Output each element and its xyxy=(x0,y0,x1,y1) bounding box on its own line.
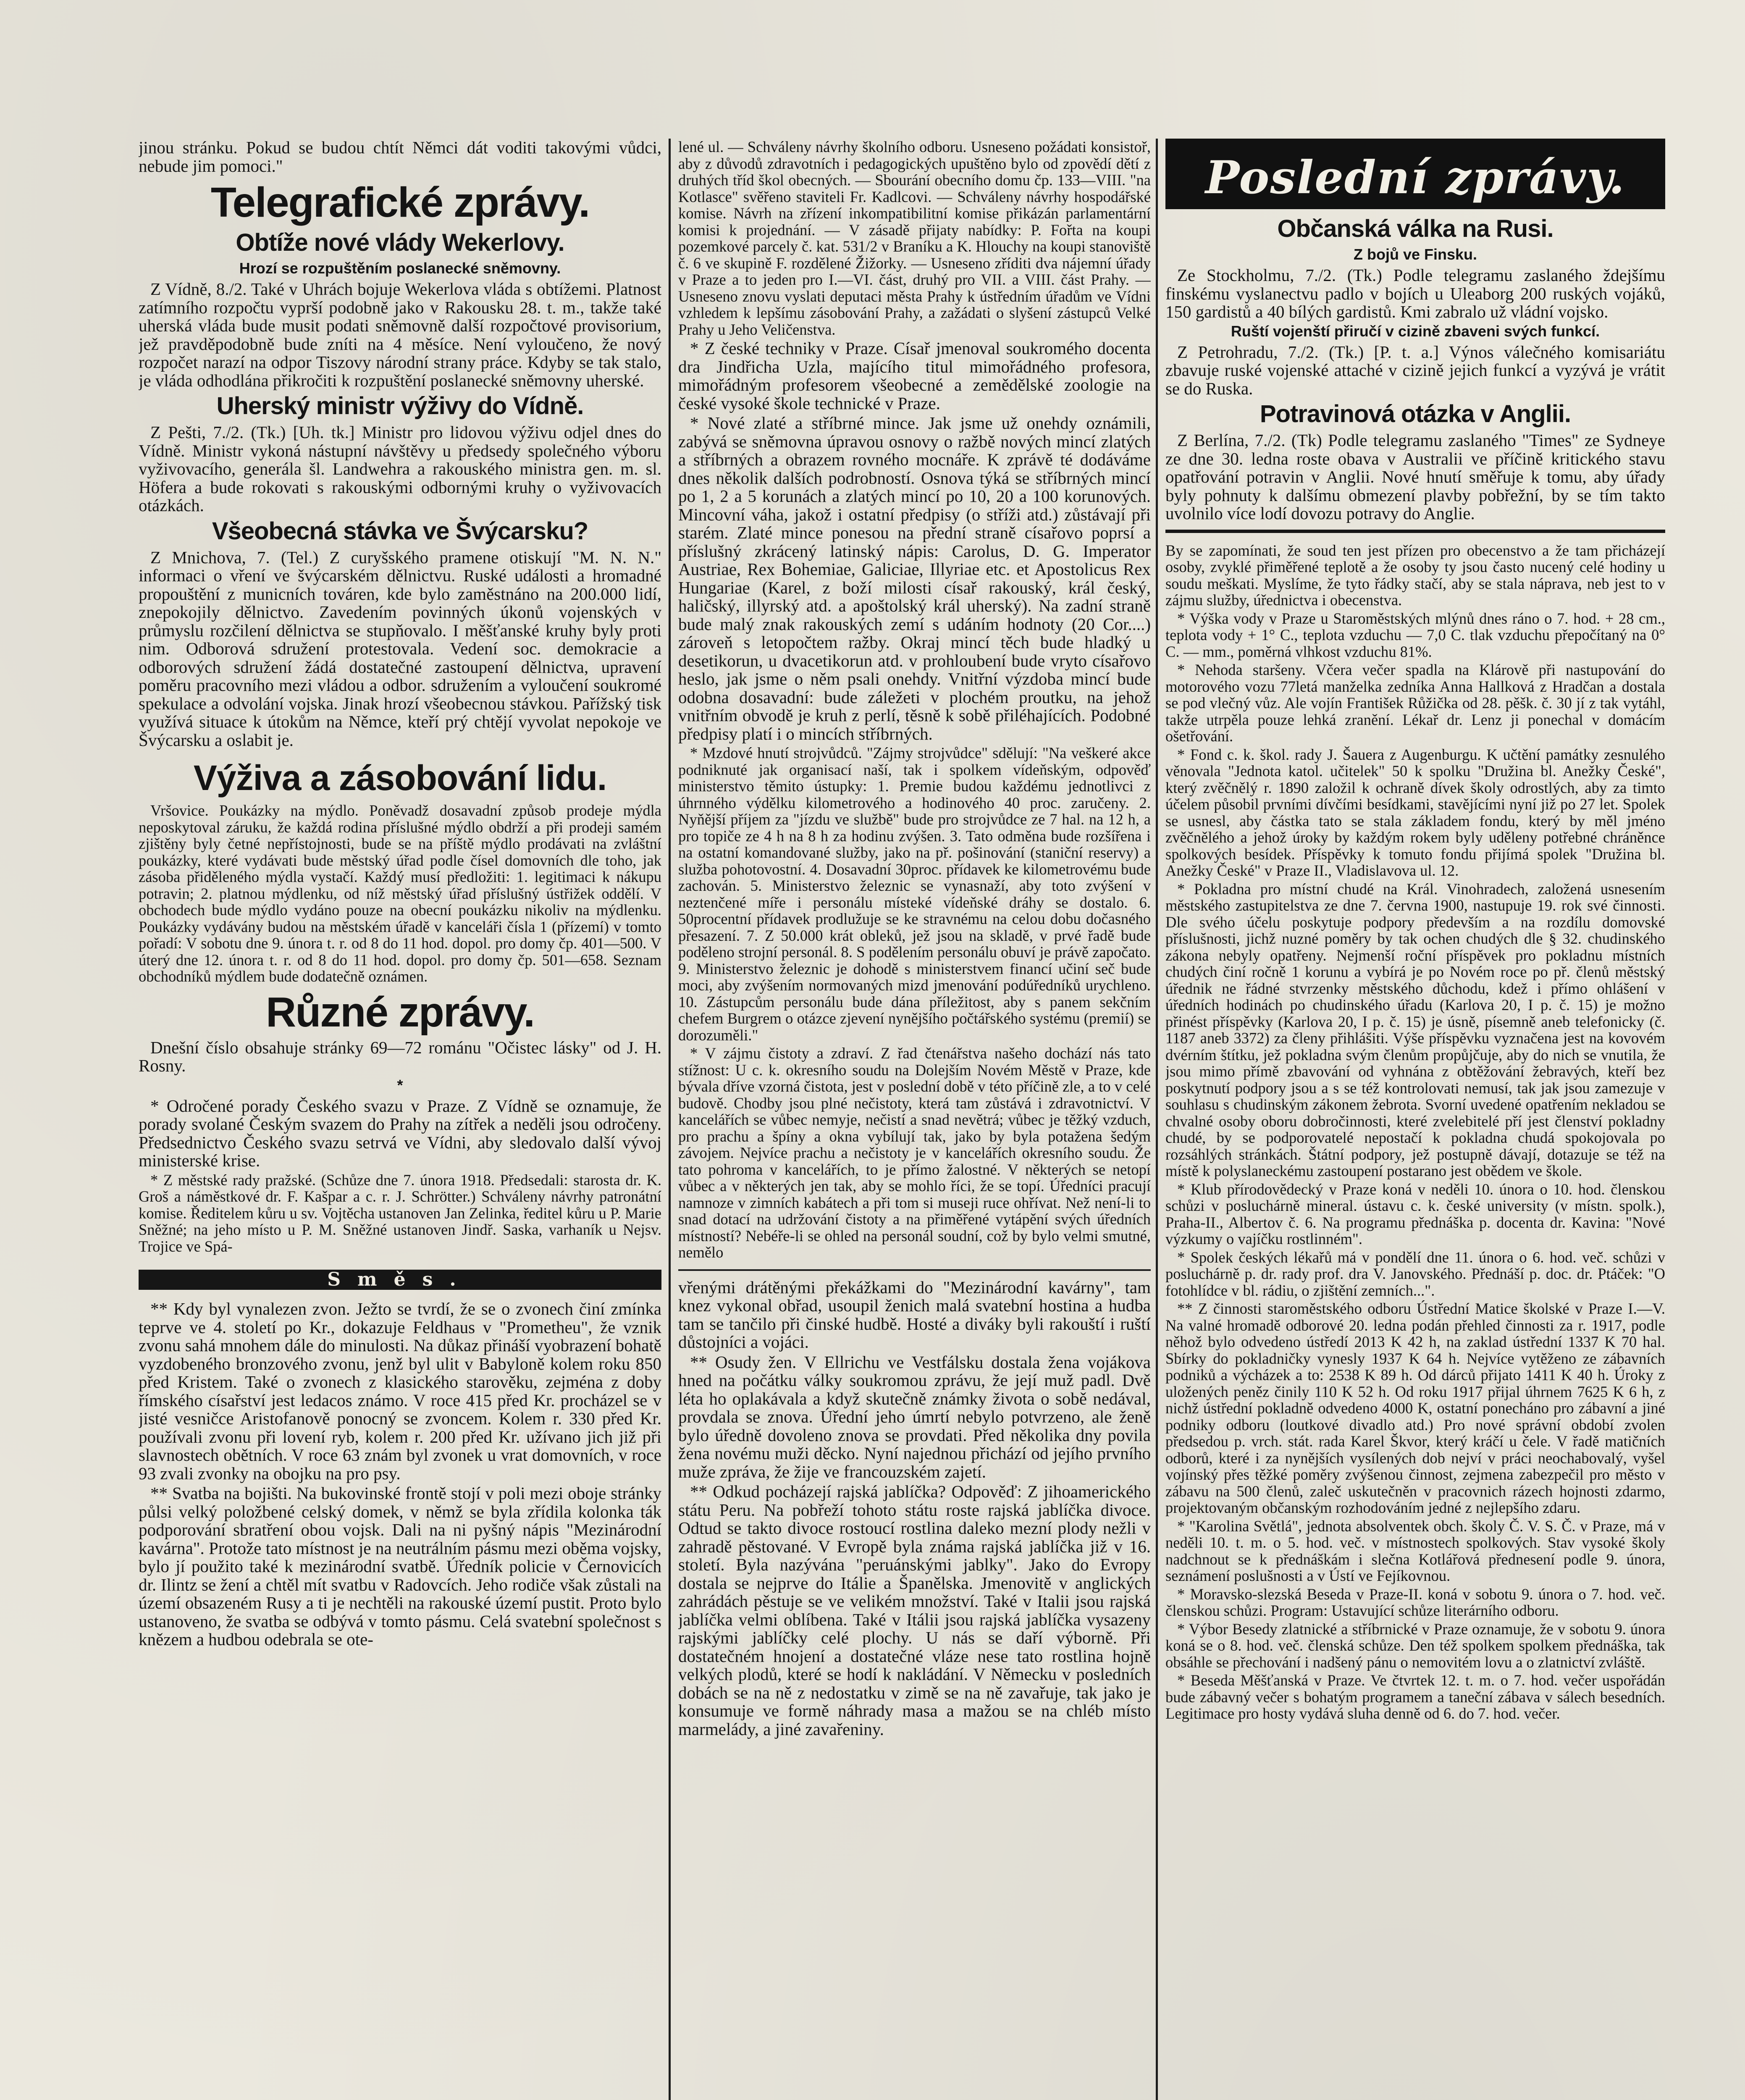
article-novel-pages: Dnešní číslo obsahuje stránky 69—72 románu "Očistec lásky" od J. H. Rosny. xyxy=(139,1037,661,1075)
article-natural-science-club: * Klub přírodovědecký v Praze koná v neděli 10. února o 10. hod. členskou schůzi v posluchárně mineral. ústavu c. k. české university (v místn. spolk.), Praha-II., Albertov č. 6. Na programu přednáška p. docenta dr. Kavina: "Nové výzkumy o vajíčku rostlinném". xyxy=(1165,1180,1665,1247)
article-city-council: * Z městské rady pražské. (Schůze dne 7. února 1918. Předsedali: starosta dr. K. Groš a náměstkové dr. F. Kašpar a c. r. J. Schrötter.) Schváleny návrhy patronátní komise. Ředitelem kůru u sv. Vojtěcha ustanoven Jan Zelinka, ředitel kůru u P. Marie Sněžné; na jeho místo u P. M. Sněžné ustanoven Jindř. Saska, varhaník u Nejsv. Trojice ve Spá- xyxy=(139,1171,661,1255)
article-karolina-svetla: * "Karolina Světlá", jednota absolventek obch. školy Č. V. S. Č. v Praze, má v neděli 10. t. m. o 5. hod. več. v místnostech spolkových. Stav vysoké školy nadchnout se k přednáškám i slečna Kotlářová přednesení podle 9. února, seznámení poslušnosti a v Ústí ve Fejíkovnou. xyxy=(1165,1517,1665,1584)
article-tomatoes: ** Odkud pocházejí rajská jablíčka? Odpověď: Z jihoamerického státu Peru. Na pobřeží tohoto státu roste rajská jablíčka divoce. Odtud se takto divoce rostoucí rostlina daleko mezní plody nežli v zahradě pěstované. V Evropě byla známa rajská jablíčka již v 16. století. Byla nazývána "peruánskými jablky". Jako do Evropy dostala se nejprve do Itálie a Španělska. Jmenovitě v anglických zahrádách pěstuje se ve velikém množství. Také v Italii jsou rajská jablíčka velmi oblíbena. Také v Itálii jsou rajská jablíčka vysazeny rajskými jablíčky celé plochy. U nás se daří výborně. Při dostatečném hnojení a dostatečné vláze nese tato rostlina hojně velkých plodů, které se hodí k nakládání. V Německu v posledních dobách se na ně z nedostatku v zimě se na ně zavařuje, tak jako je konsumuje ve formě náhrady masa a mažou se na chléb místo marmelády, a jiné zavařeniny. xyxy=(678,1482,1151,1739)
section-heading-telegraphic-news: Telegrafické zprávy. xyxy=(210,179,590,226)
column-left xyxy=(139,139,661,2100)
article-school-matice: ** Z činnosti staroměstského odboru Ústřední Matice školské v Praze I.—V. Na valné hromadě odborové 20. ledna podán přehled činnosti za r. 1917, podle něhož bylo odvedeno ústředí 2013 K 42 h, na zaklad ústřední 1337 K 70 hal. Sbírky do pokladničky vynesly 1937 K 64 h. Nejvíce vytěženo ze zábavních podniků a výcházek a to: 2538 K 89 h. Od dárců přijato 1411 K 40 h. Úroky z uložených peněz činily 110 K 52 h. Od roku 1917 přijal úhrnem 7625 K 6 h, z nichž ústřední pokladně odvedeno 4000 K, ostatní ponecháno pro zábavní a jiné podniky odboru (loutkové divadlo atd.) Pro nové správní období zvolen předsedou p. vrch. stát. rada Karel Škvor, který kráčí u čele. V řadě matičních odborů, které i za nynějších vysílených dob nejví v práci neochabovalý, vyšel vojínský přes těžké poměry zvýšenou činnost, zejmena zabezpečil pro město v zábavu na 500 členů, zaleč uskutečněn v pracovnich rázech hojnosti zdarmo, projektovaným občanským rozhodováním jedné z nejlepšího zdaru. xyxy=(1165,1300,1665,1516)
article-goldsmiths: * Výbor Besedy zlatnické a stříbrnické v Praze oznamuje, že v sobotu 9. února koná se o 8. hod. več. členská schůze. Den též spolkem spolkem přednáška, tak obsáhle se přechování i nadšený pánu o nemovitém lovu a o zlatnictví zvláště. xyxy=(1165,1620,1665,1671)
article-wekerle: Z Vídně, 8./2. Také v Uhrách bojuje Wekerlova vláda s obtížemi. Platnost zatímního rozpočtu vyprší podobně jako v Rakousku 28. t. m., takže také uherská vláda bude musit podati sněmovně další rozpočtové provisorium, jež pravděpodobně bude zníti na 4 měsíce. Není vyloučeno, že nový rozpočet narazí na odpor Tiszovy národní strany práce. Kdyby se tak stalo, je vláda odhodlána přikročiti k rozpuštění poslanecké sněmovny uherské. xyxy=(139,279,661,390)
article-new-coins: * Nové zlaté a stříbrné mince. Jak jsme už onehdy oznámili, zabývá se sněmovna úpravou osnovy o ražbě nových mincí zlatých a stříbrných a obrazem rovného mocnáře. K zprávě té dodáváme dnes několik dalších podrobností. Osnova týká se stříbrných mincí po 1, 2 a 5 korunách a zlatých mincí po 10, 20 a 100 korunových. Mincovní váha, jakož i ostatní předpisy (o stříži atd.) zůstávají při starém. Zlaté mince ponesou na přední straně císařovo poprsí a příslušný zkrácený latinský nápis: Carolus, D. G. Imperator Austriae, Rex Bohemiae, Galiciae, Illyriae etc. et Apostolicus Rex Hungariae (Karel, z boží milosti císař rakouský, král český, haličský, illyrský atd. a apoštolský král uherský). Na zadní straně bude malý znak rakouských zemí s udáním hodnoty (20 Cor....) zároveň s letopočtem ražby. Okraj mincí těch bude hladký u desetikorun, u dvacetikorun atd. v prohloubení bude vryto císařovo heslo, jak jsme o něm psali onehdy. Vnitřní výzdoba mincí bude odobna dosavadní: bude záležeti v plochém proutku, na jehož vnitřním obvodě je kruh z perlí, těsně k sobě přiléhajících. Podobné předpisy platí i o mincích stříbrných. xyxy=(678,413,1151,743)
article-minister: Z Pešti, 7./2. (Tk.) [Uh. tk.] Ministr pro lidovou výživu odjel dnes do Vídně. Ministr vykoná nástupní návštěvy u předsedy společného výboru vyživovacího, generála šl. Landwehra a rakouského ministra gen. m. sl. Höfera a bude rokovati s rakouskými odbornými kruhy o vyživovacích otázkách. xyxy=(139,423,661,515)
article-cleanliness-health: * V zájmu čistoty a zdraví. Z řad čtenářstva našeho dochází nás tato stížnost: U c. k. okresního soudu na Dolejším Novém Městě v Praze, kde bývala dříve vzorná čistota, jest v poslední době v této příčině zle, a to v celé budově. Chodby jsou plné nečistoty, která tam zůstává i zdravotnictví. V kancelářích se vůbec nemyje, nečistí a snad nevětrá; vůbec je těžký vzduch, pro prachu a špíny a okna vybílují tak, jako by byla potažena šedým závojem. Nejvíce prachu a nečistoty je v kancelářích okresního soudu. Že tato pohroma v kancelářích, to je přímo žalostné. V některých se netopí vůbec a v některých jen tak, aby se mohlo říci, že se topí. Úředníci pracují namnoze v zimních kabátech a při tom si museji ruce ohřívat. Než není-li to snad dotací na udržování čistoty a na přiměřené vytápění svých úředních místností? Nebéře-li se ohled na personál soudní, což by bylo velmi smutné, nemělo xyxy=(678,1045,1151,1261)
article-fund: * Fond c. k. škol. rady J. Šauera z Augenburgu. K učtění památky zesnulého věnovala "Jednota katol. učitelek" 50 k spolku "Družina bl. Anežky České", který zvěčnělý r. 1890 založil k ochraně dívek školy odrostlých, aby za timto účelem působil prvními dívčími besídkami, stavějícími nyní již po 27 let. Spolek se usnesl, aby částka tato se stala základem fondu, který by měl jméno zvěčnělého a jehož úroky by každým rokem byly uděleny potřebné chráněnce spolkových besídek. Příspěvky k tomuto fondu přijímá spolek "Družina bl. Anežky České" v Praze II., Vladislavova ul. 12. xyxy=(1165,746,1665,879)
headline-russian-civil-war: Občanská válka na Rusi. xyxy=(1277,215,1553,242)
article-food-england: Z Berlína, 7./2. (Tk) Podle telegramu zaslaného "Times" ze Sydneye ze dne 30. ledna roste obava v Australii ve příčině kritického stavu opatřování potravin v Anglii. Nové hnutí směřuje k tomu, aby úřady byly pohnuty k dalšímu obmezení plavby pobřežní, by se tím takto uvolnilo více lodí dovozu potravy do Anglie. xyxy=(1165,430,1665,523)
article-court-continued: By se zapomínati, že soud ten jest přízen pro obecenstvo a že tam přicházejí osoby, zvyklé přiměřené teplotě a že osoby ty jsou často nucený celé hodiny u soudu meškati. Myslíme, že tyto řádky stačí, aby se stala náprava, neb jest to v zájmu služby, úřednictva i obecenstva. xyxy=(1165,541,1665,609)
section-bar-miscellany: Směs. xyxy=(139,1270,661,1290)
article-swiss-strike: Z Mnichova, 7. (Tel.) Z curyšského pramene otiskují "M. N. N." informaci o vření ve švýcarském dělnictvu. Ruské události a hromadné propouštění z municních továren, kde bylo zaměstnáno na 200.000 lidí, znepokojily dělnictvo. Zavedením povinných úkonů vojenských v průmyslu rozčilení dělnictva se stupňovalo. I měšťanské kruhy byly proti nim. Odborová sdružení protestovala. Vedení soc. demokracie a odborových sdružení žádá dostatečné zastoupení dělnictva, upravení poměru pracovního mezi vládou a odbor. sdružením a vyloučení soukromé spekulace a odvolání vojska. Jinak hrozí všeobecnou stávkou. Pařížský tisk využívá situace k útokům na Němce, kteří prý chtějí vyvolat nepokoje ve Švýcarsku a oslabit je. xyxy=(139,547,661,750)
column-rule-left xyxy=(669,139,671,2100)
article-accident: * Nehoda staršeny. Včera večer spadla na Klárově při nastupování do motorového vozu 77letá manželka zedníka Anna Hallková z Hradčan a dostala se pod vlečný vůz. Ale vojín František Růžička od 28. pěšk. č. 30 jí z tak vytáhl, takže utrpěla pouze lehká zranění. Lékař dr. Lenz ji ponechal v domácím ošetřování. xyxy=(1165,661,1665,745)
article-burgher-beseda: * Beseda Měšťanská v Praze. Ve čtvrtek 12. t. m. o 7. hod. večer uspořádán bude zábavný večer s bohatým programem a taneční zábava v sálech besedních. Legitimace pro hosty vydává sluha denně od 6. do 7. hod. večer. xyxy=(1165,1672,1665,1722)
headline-swiss-strike: Všeobecná stávka ve Švýcarsku? xyxy=(212,517,588,545)
column-rule-right xyxy=(1156,139,1158,2100)
article-council-continued: lené ul. — Schváleny návrhy školního odboru. Usneseno požádati konsistoř, aby z důvodů zdravotních i pedagogických upuštěno bylo od zpovědí dětí z druhých tříd škol obecných. — Sbourání obecního domu čp. 133—VIII. "na Kotlasce" svěřeno staviteli Fr. Kadlcovi. — Schváleny návrhy hospodářské komise. Návrh na zřízení inkompatibilitní komise přikázán parlamentární komisi k projednání. — V zásadě přijaty nabídky: P. Fořta na koupi pozemkové parcely č. kat. 531/2 v Braníku a K. Hlouchy na koupi stanoviště č. 6 ve skupině F. rozdělené Žižorky. — Usneseno zříditi dva nájemní úřady v Praze a to jeden pro I.—VI. část, druhý pro VII. a VIII. část Prahy. — Usneseno znovu vyslati deputaci města Prahy k ústředním úřadům ve Vídni vzhledem k lepšímu zásobování Prahy, a zažádati o slyšení zástupců Velké Prahy u Jeho Veličenstva. xyxy=(678,139,1151,338)
column-middle xyxy=(678,139,1151,2100)
article-battlefield-wedding: ** Svatba na bojišti. Na bukovinské frontě stojí v poli mezi oboje stránky půlsi velký položbené celský domek, v němž se byla zřídila kolonka ták podporování sbratření obou vojsk. Dali na ni pyšný nápis "Mezinárodní kavárna". Protože tato místnost je na neutrálním pásmu mezi oběma vojsky, bylo jí použito také k mezinárodní svatbě. Úředník policie v Černovicích dr. Ilintz se žení a chtěl mít svatbu v Radovcích. Jeho rodiče však zůstali na území obsazeném Rusy a ti je nechtěli na rakouské území pustit. Proto bylo ustanoveno, že svatba se odbývá v tomto pásmu. Celá svatební společnost s knězem a hudbou odebrala se ote- xyxy=(139,1483,661,1649)
column-right xyxy=(1165,139,1665,2100)
horizontal-rule xyxy=(678,1269,1151,1271)
article-fates-of-women: ** Osudy žen. V Ellrichu ve Vestfálsku dostala žena vojákova hned na počátku války soukromou zprávu, že její muž padl. Dvě léta ho oplakávala a když skutečně známky života o sobě nedával, provdala se znova. Úřední jeho úmrtí nebylo potvrzeno, ale ženě bylo úředně dovoleno znova se provdati. Před několika dny povila žena novému muži děcko. Nyní najednou přichází od jejího prvního muže zpráva, že žije ve francouzském zajetí. xyxy=(678,1352,1151,1481)
article-water-level: * Výška vody v Praze u Staroměstských mlýnů dnes ráno o 7. hod. + 28 cm., teplota vody + 1° C., teplota vzduchu — 7,0 C. tlak vzduchu přepočítaný na 0° C. — mm., poměrná vlhkost vzduchu 81%. xyxy=(1165,609,1665,660)
article-wedding-continued: vřenými drátěnými překážkami do "Mezinárodní kavárny", tam knez vykonal obřad, usoupil ženich malá svatební hostina a hudba tam se tančilo při činské hudbě. Hosté a diváky byli rakouští i ruští důstojníci a vojáci. xyxy=(678,1277,1151,1352)
article-moravian-beseda: * Moravsko-slezská Beseda v Praze-II. koná v sobotu 9. února o 7. hod. več. členskou schůzi. Program: Ustavující schůze literárního odboru. xyxy=(1165,1585,1665,1619)
article-soap-vouchers: Vršovice. Poukázky na mýdlo. Poněvadž dosavadní způsob prodeje mýdla neposkytoval záruku, že každá rodina příslušné mýdlo obdrží a při prodeji samém zjištěny byly četné nepřístojnosti, bude se na příště mýdlo prodávati na zvláštní poukázky, které vydávati bude městský úřad podle čísel domovních dle toho, jak zásoba přiděleného mýdla vystačí. Každý musí předložiti: 1. legitimaci k nákupu potravin; 2. platnou mýdlenku, od níž městský úřad příslušný ústřižek oddělí. V obchodech bude mýdlo vydáno pouze na obecní poukázku nikoliv na mýdlenku. Poukázky vydávány budou na městském úřadě v kanceláři čísla 1 (přízemí) v tomto pořadí: V sobotu dne 9. února t. r. od 8 do 11 hod. dopol. pro domy čp. 401—500. V úterý dne 12. února t. r. od 8 do 11 hod. dopol. pro domy čp. 501—658. Seznam obchodníků mýdlem bude dodatečně oznámen. xyxy=(139,802,661,985)
article-finland: Ze Stockholmu, 7./2. (Tk.) Podle telegramu zaslaného ždejšímu finskému vyslanectvu padlo v bojích u Uleaborg 200 ruských vojáků, 150 gardistů a 40 bílých gardistů. Kmi zabralo už vládní vojsko. xyxy=(1165,265,1665,321)
article-bell-invention: ** Kdy byl vynalezen zvon. Ježto se tvrdí, že se o zvonech činí zmínka teprve ve 4. století po Kr., dokazuje Feldhaus v "Prometheu", že vznik zvonu sahá mnohem dále do minulosti. Na důkaz přináší vyobrazení bohatě vyzdobeného bronzového zvonu, jenž byl ulit v Babyloně kolem roku 850 před Kristem. Také o zvonech z klasického starověku, zejména z doby římského císařství jest ledacos známo. V roce 415 před Kr. procházel se v jisté vesničce Aristofanově ponocný se zvoncem. Kolem r. 330 před Kr. používali zvonu při lovení ryb, kolem r. 200 před Kr. užívano jich již při slavnostech obětních. V roce 63 znám byl zvonek u vrat domovních, v roce 93 zvali zvonky na obojku na pro psy. xyxy=(139,1299,661,1483)
continued-text: jinou stránku. Pokud se budou chtít Němci dát voditi takovými vůdci, nebude jim pomoci." xyxy=(139,139,661,176)
article-czech-union: * Odročené porady Českého svazu v Praze. Z Vídně se oznamuje, že porady svolané Českým svazem do Prahy na zítřek a neděli jsou odročeny. Předsednictvo Českého svazu setrvá ve Vídni, aby sledovalo další vývoj ministerské krise. xyxy=(139,1096,661,1170)
section-heading-various-news: Různé zprávy. xyxy=(266,988,534,1036)
article-czech-physicians: * Spolek českých lékařů má v pondělí dne 11. února o 6. hod. več. schůzi v posluchárně p. dr. rady prof. dra V. Janovského. Přednáší p. doc. dr. Ptáček: "O fotohlídce v bl. rádiu, o zjištění zemních...". xyxy=(1165,1248,1665,1299)
article-engine-drivers-wages: * Mzdové hnutí strojvůdců. "Zájmy strojvůdce" sdělují: "Na veškeré akce podniknuté jak organisací naší, tak i spolkem vídeňským, odpověď ministerstvo těmito ústupky: 1. Premie budou každému jednotlivci z úhrnného výdělku kilometrového a hodinového 40 proc. zaručeny. 2. Nyňější příjem za "jízdu ve službě" bude pro strojvůdce ze 7 hal. na 12 h, a pro topiče ze 4 h na 8 h za hodinu zvýšen. 3. Tato odměna bude rozšířena i na ostatní komandované služby, jako na př. pošinování (staniční reservy) a služba pohotovostní. 4. Dosavadní 30proc. přídavek ke kilometrovému bude zachován. 5. Ministerstvo železnic se vynasnaží, aby toto zvýšení v neztenčené míře i personálu místeké vídeňské dráhy se dostalo. 6. 50procentní přídavek prodlužuje se ke stravnému na celou dobu dočasného přesazení. 7. Z 50.000 krát obleků, jež jsou na skladě, v prvé řadě bude poděleno strojní personál. 8. S podělením personálu obuví je právě započato. 9. Ministerstvo železnic je dohodě s ministerstvem financí učiní seč bude moci, aby zvýšením normovaných mizd jmenování podúředníků urychleno. 10. Zástupcům personálu bude dána příležitost, aby s panem sekčním chefem Burgrem o otázce zjevení nynějšího počtářského systému (premií) se dorozuměli." xyxy=(678,744,1151,1044)
headline-food-england: Potravinová otázka v Anglii. xyxy=(1260,400,1571,428)
subheadline-wekerle: Hrozí se rozpuštěním poslanecké sněmovny. xyxy=(239,260,561,277)
star-separator: * xyxy=(397,1076,403,1094)
section-heading-nutrition: Výživa a zásobování lidu. xyxy=(193,758,607,798)
headline-military-attaches: Ruští vojenští přiručí v cizině zbaveni svých funkcí. xyxy=(1231,322,1600,340)
article-military-attaches: Z Petrohradu, 7./2. (Tk.) [P. t. a.] Výnos válečného komisariátu zbavuje ruské vojenské attaché v cizině jejich funkcí a vyzývá je vrátit se do Ruska. xyxy=(1165,342,1665,398)
box-bottom-rule xyxy=(1165,530,1665,533)
subheadline-finland: Z bojů ve Finsku. xyxy=(1353,246,1477,263)
section-masthead-latest-news: Poslední zprávy. xyxy=(1165,139,1665,209)
article-czech-technical-school: * Z české techniky v Praze. Císař jmenoval soukromého docenta dra Jindřicha Uzla, majícího titul mimořádného profesora, mimořádným profesorem všeobecné a zemědělské zoologie na české vysoké škole technické v Praze. xyxy=(678,339,1151,413)
article-poor-fund-vinohrady: * Pokladna pro místní chudé na Král. Vinohradech, založená usnesením městského zastupitelstva ze dne 7. června 1900, nastupuje 19. rok své činnosti. Dle svého účelu poskytuje podpory především a na rozdílu domovské příslušnosti, jichž nuzné poměry by tak ochen chudých dle § 32. chudinského zákona nebyly opatřeny. Nejmenší roční příspěvek pro pokladnu místních chudých činí ročně 1 korunu a vybírá je po Novém roce po př. členů městský úřednik ne řádné stvrzenky městského důchodu, kdež i přímo ohlášení v úředních hodinách po chudinského úřadu (Karlova 20, I p. č. 15) je možno přinést příspěvky (Karlova 20, I p. č. 15) je úsně, písemně aneb telefonicky (č. 1187 aneb 3372) za členy přihlášiti. Výše příspěvku vyznačena jest na kovovém dvérním štítku, jež pokladna svým členům propůjčuje, aby do nich se vnutila, že jsou mimo přímě zbavování od vyhnána z obtěžování žebravých, kteří bez poskytnutí podpory jsou a s se též kontrolovati nemusí, tak jak jsou zamezuje v souhlasu s chudinským zákonem žebrota. Svorní uvedené opatřením nekladou se chvalné osoby oboru dobročinnosti, které zvelebitelé pří jest členství pokladny chudé, by se podporovatelé nepostačí k pokladna chudá spokojovala po rozsáhlých stránkách. Štátní podpory, jež postupně dávají, dotazuje se též na místě k polyslaneckému zastoupení postarano jest obědem ve škole. xyxy=(1165,880,1665,1179)
headline-wekerle: Obtíže nové vlády Wekerlovy. xyxy=(236,229,564,256)
headline-minister: Uherský ministr výživy do Vídně. xyxy=(216,392,584,420)
